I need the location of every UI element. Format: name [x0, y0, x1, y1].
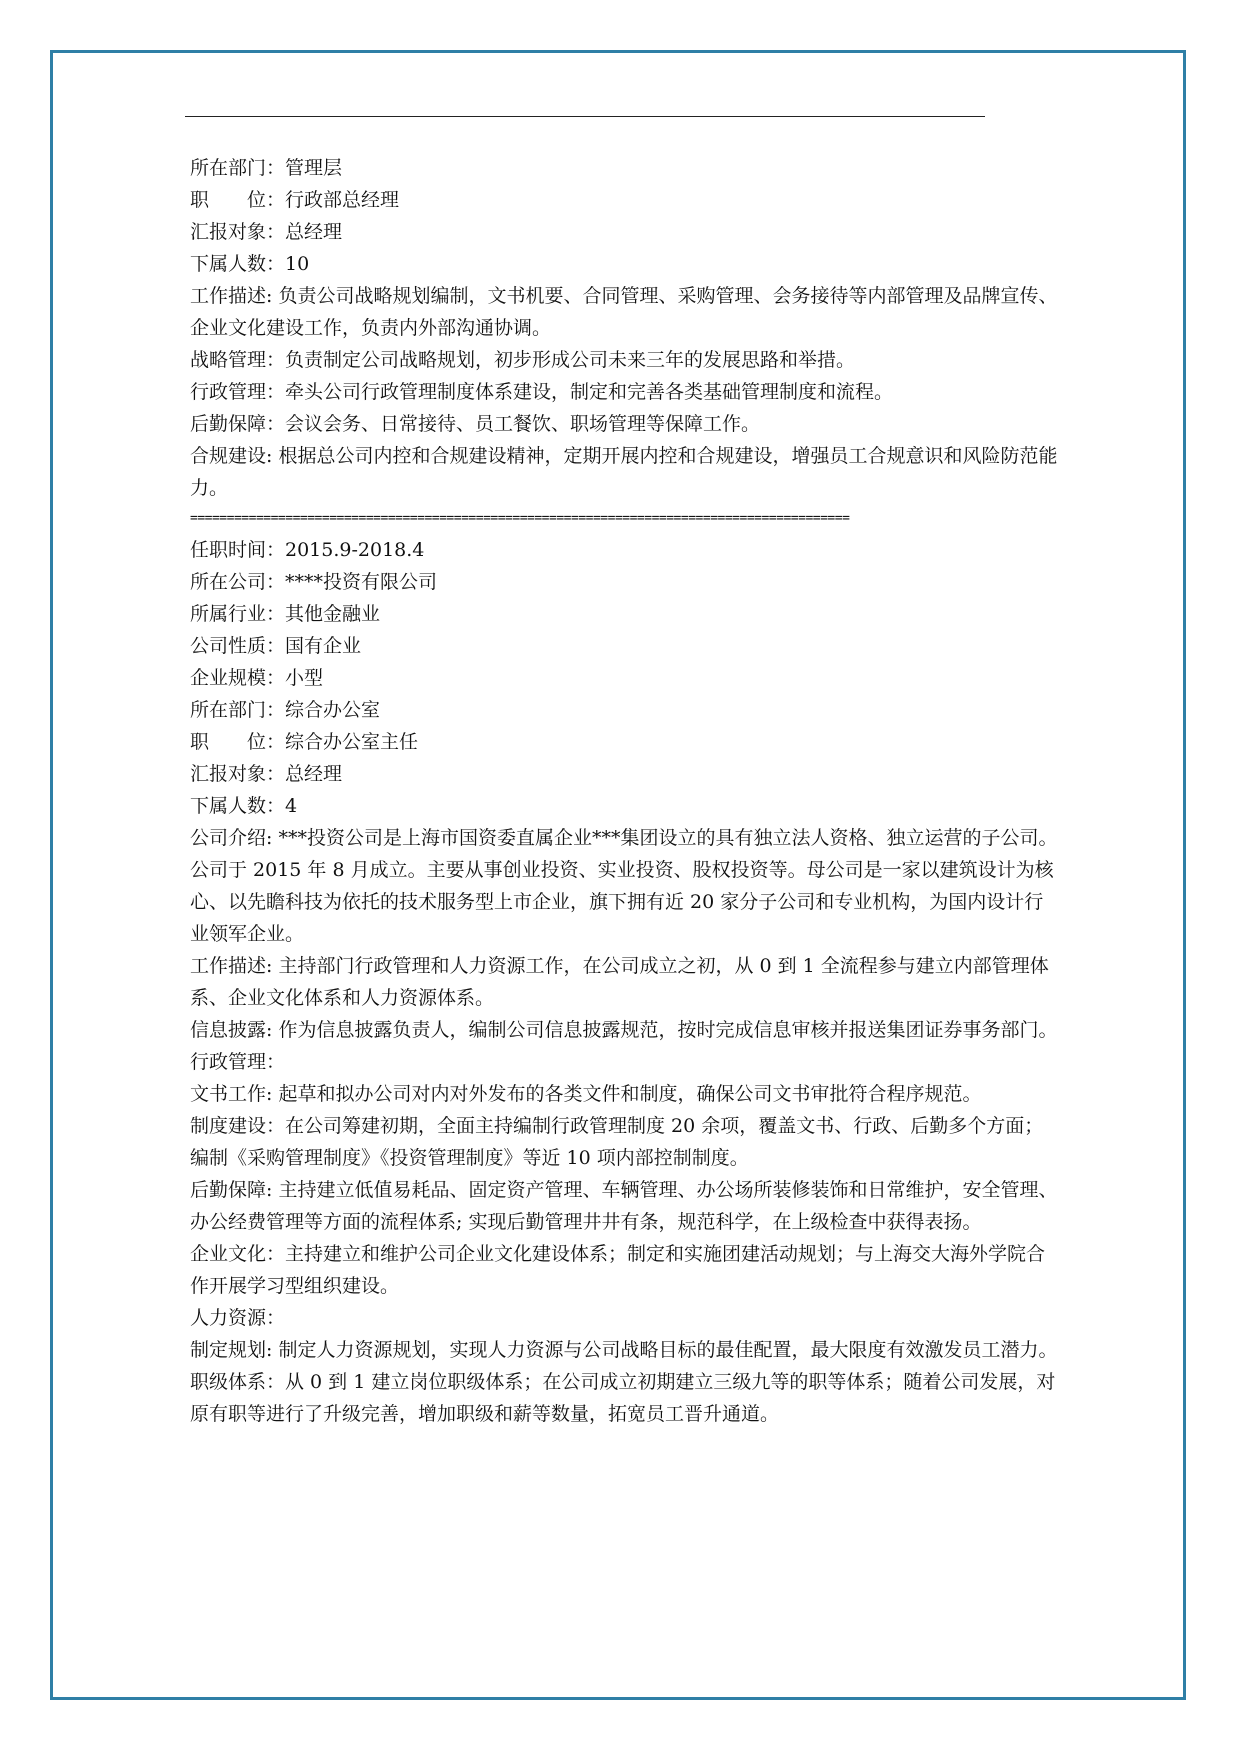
resume-content	[190, 152, 1060, 1430]
compliance-building: 合规建设: 根据总公司内控和合规建设精神，定期开展内控和合规建设，增强员工合规意识和风险防范能力。	[190, 445, 1058, 499]
field-industry: 所属行业：其他金融业	[190, 603, 381, 625]
field-company-type: 公司性质：国有企业	[190, 635, 362, 657]
system-building: 制度建设：在公司筹建初期，全面主持编制行政管理制度 20 余项，覆盖文书、行政、后勤多个方面；编制《采购管理制度》《投资管理制度》等近 10 项内部控制制度。	[190, 1115, 1044, 1169]
field-position: 职 位：行政部总经理	[190, 189, 400, 211]
hr-planning: 制定规划: 制定人力资源规划，实现人力资源与公司战略目标的最佳配置，最大限度有效激发员工潜力。	[190, 1339, 1058, 1361]
field-subordinates: 下属人数：10	[190, 253, 310, 275]
field-report-to: 汇报对象：总经理	[190, 763, 343, 785]
field-subordinates: 下属人数：4	[190, 795, 298, 817]
document-work: 文书工作: 起草和拟办公司对内对外发布的各类文件和制度，确保公司文书审批符合程序规范。	[190, 1083, 982, 1105]
field-tenure: 任职时间：2015.9-2018.4	[190, 539, 425, 561]
logistics-support: 后勤保障: 主持建立低值易耗品、固定资产管理、车辆管理、办公场所装修装饰和日常维护，安全管理、办公经费管理等方面的流程体系; 实现后勤管理井井有条，规范科学，在上级检查中获得表扬。	[190, 1179, 1058, 1233]
field-report-to: 汇报对象：总经理	[190, 221, 343, 243]
job-grade-system: 职级体系：从 0 到 1 建立岗位职级体系；在公司成立初期建立三级九等的职等体系；随着公司发展，对原有职等进行了升级完善，增加职级和薪等数量，拓宽员工晋升通道。	[190, 1371, 1056, 1425]
information-disclosure: 信息披露: 作为信息披露负责人，编制公司信息披露规范，按时完成信息审核并报送集团证券事务部门。	[190, 1019, 1058, 1041]
corporate-culture: 企业文化：主持建立和维护公司企业文化建设体系；制定和实施团建活动规划；与上海交大海外学院合作开展学习型组织建设。	[190, 1243, 1046, 1297]
strategy-management: 战略管理：负责制定公司战略规划，初步形成公司未来三年的发展思路和举措。	[190, 349, 856, 371]
human-resources-heading: 人力资源：	[190, 1307, 286, 1329]
section-separator: ==========================================================================================	[190, 511, 850, 526]
header-rule	[185, 116, 985, 117]
field-department: 所在部门：综合办公室	[190, 699, 381, 721]
field-company: 所在公司：****投资有限公司	[190, 571, 438, 593]
job-description: 工作描述: 负责公司战略规划编制，文书机要、合同管理、采购管理、会务接待等内部管理及品牌宣传、企业文化建设工作，负责内外部沟通协调。	[190, 285, 1058, 339]
company-introduction: 公司介绍: ***投资公司是上海市国资委直属企业***集团设立的具有独立法人资格、独立运营的子公司。公司于 2015 年 8 月成立。主要从事创业投资、实业投资、股权投资等。母公司是一家以建筑设计为核心、以先瞻科技为依托的技术服务型上市企业，旗下拥有近 20 家分子公司和专业机构，为国内设计行业领军企业。	[190, 827, 1058, 945]
logistics-support: 后勤保障：会议会务、日常接待、员工餐饮、职场管理等保障工作。	[190, 413, 761, 435]
admin-management: 行政管理：牵头公司行政管理制度体系建设，制定和完善各类基础管理制度和流程。	[190, 381, 894, 403]
admin-management-heading: 行政管理：	[190, 1051, 286, 1073]
field-company-size: 企业规模：小型	[190, 667, 324, 689]
job-description: 工作描述: 主持部门行政管理和人力资源工作，在公司成立之初，从 0 到 1 全流程参与建立内部管理体系、企业文化体系和人力资源体系。	[190, 955, 1049, 1009]
field-position: 职 位：综合办公室主任	[190, 731, 419, 753]
field-department: 所在部门：管理层	[190, 157, 343, 179]
